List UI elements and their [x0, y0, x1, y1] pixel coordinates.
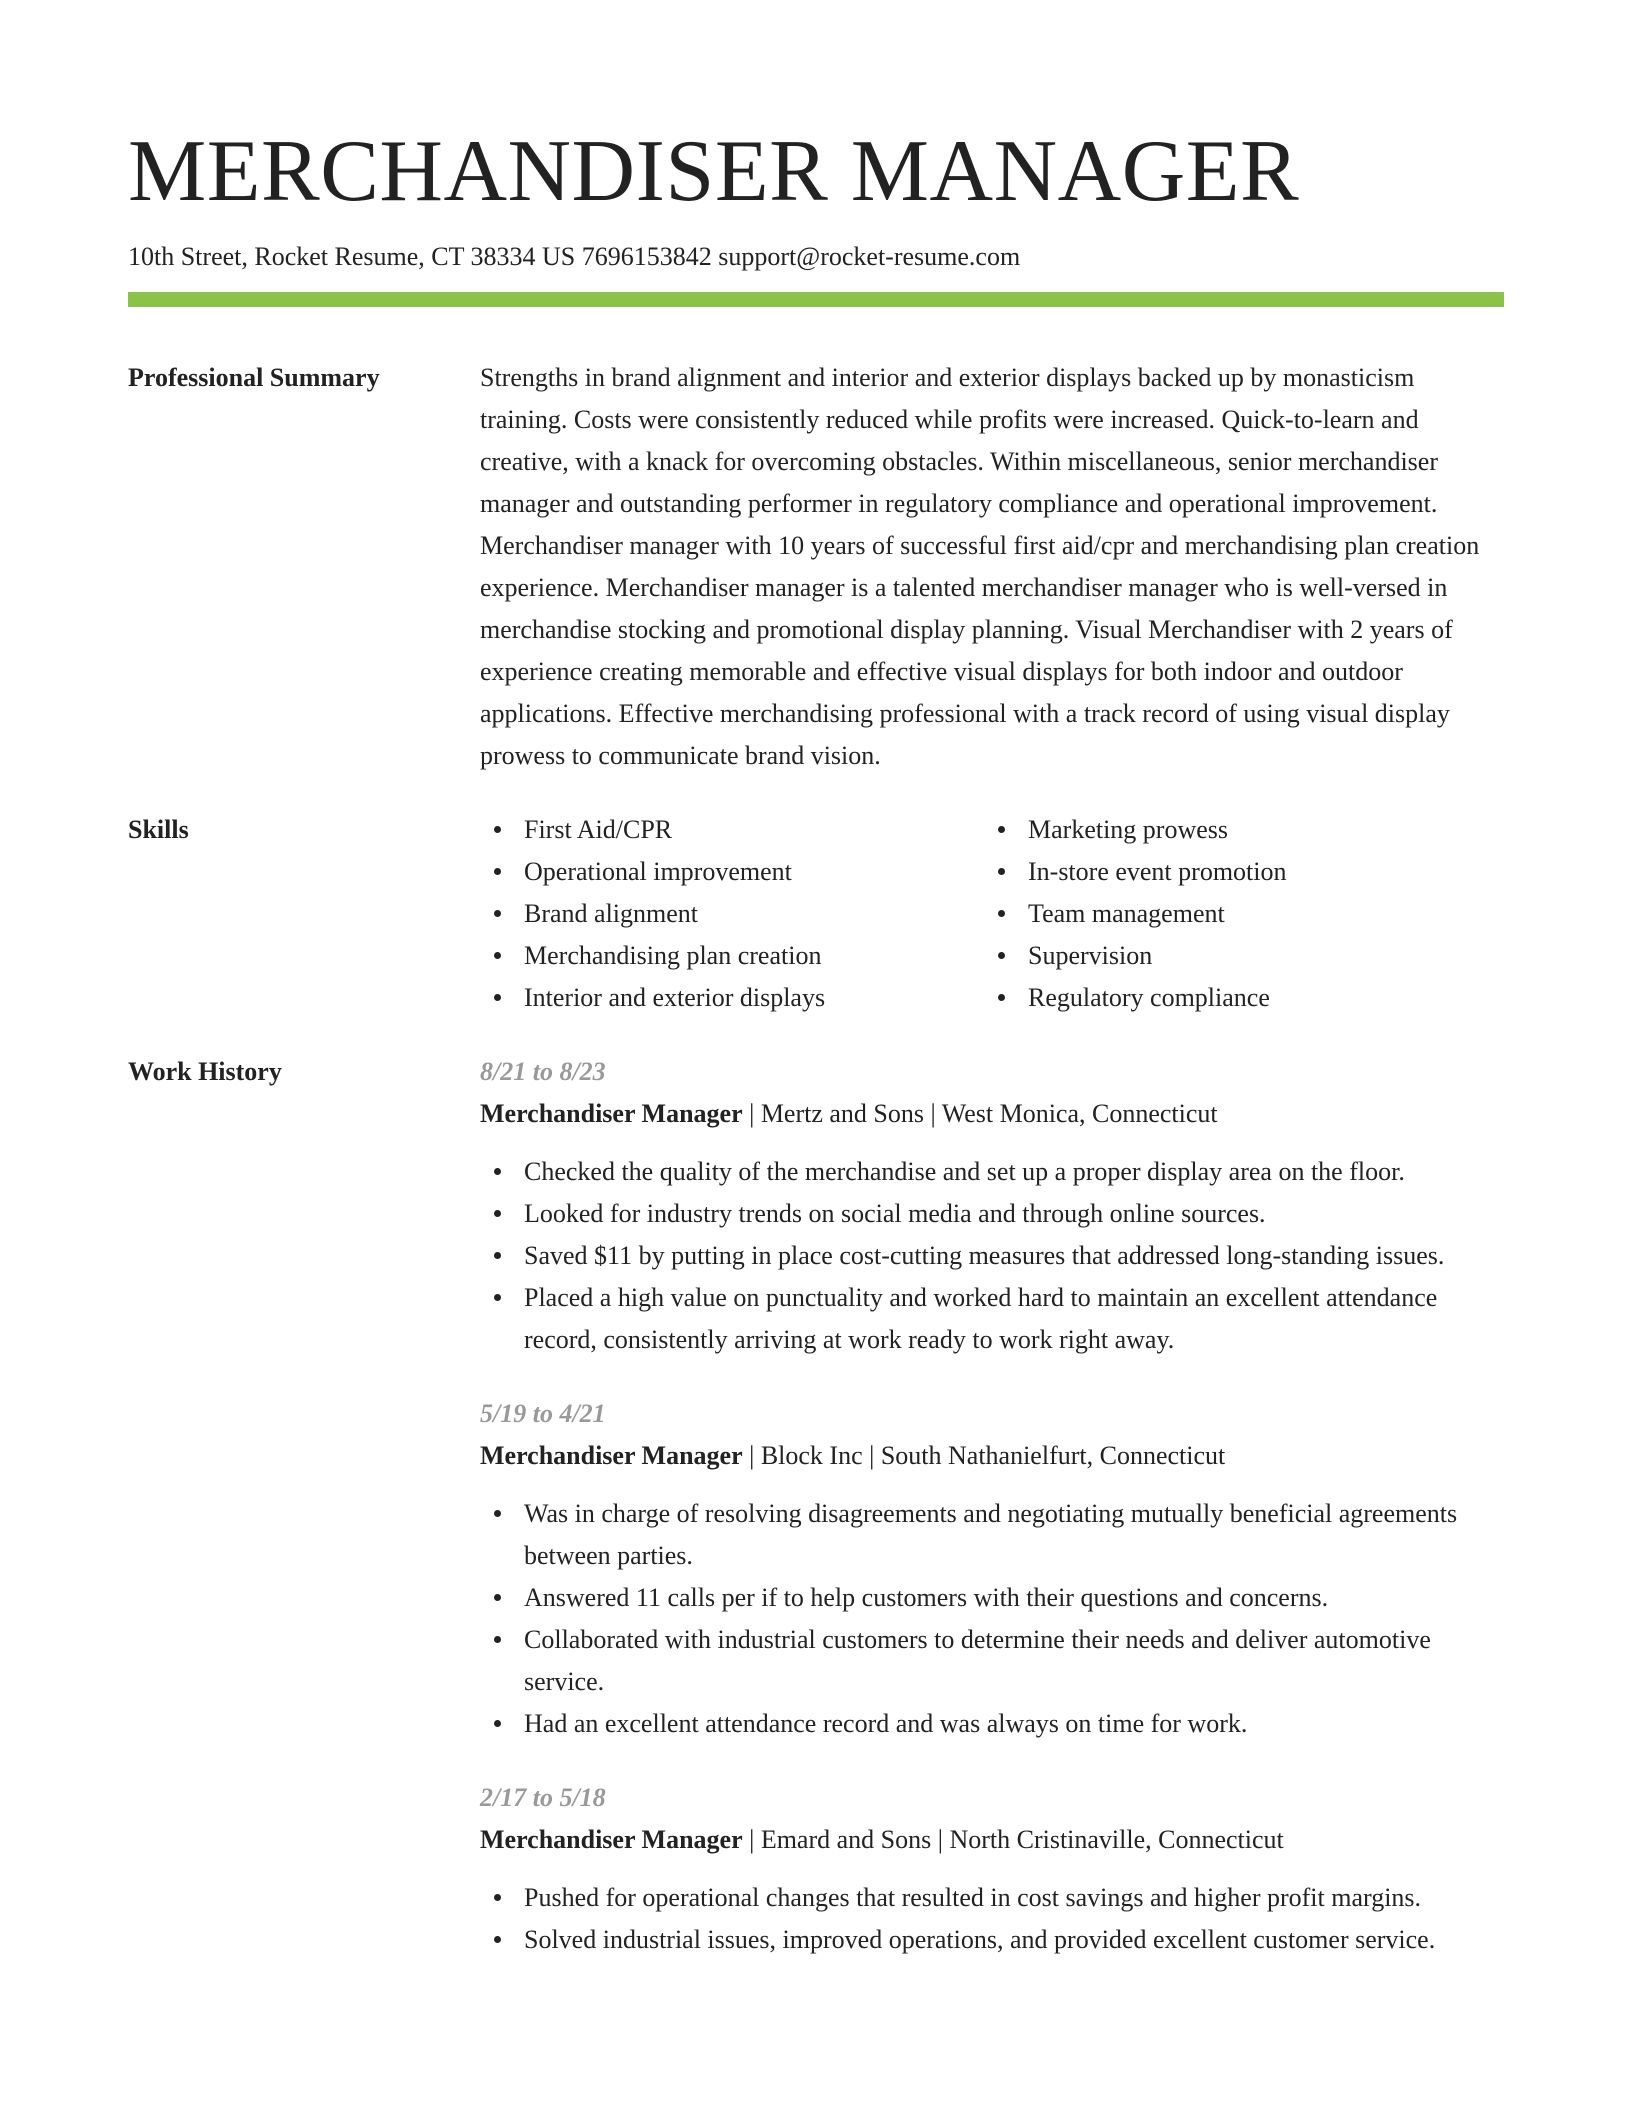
job-heading — [480, 1435, 1504, 1477]
job-entry — [480, 1777, 1504, 1961]
job-bullet: Collaborated with industrial customers to determine their needs and deliver automotive service. — [480, 1619, 1504, 1703]
skill-item: Operational improvement — [480, 851, 984, 893]
skill-item: Brand alignment — [480, 893, 984, 935]
summary-heading: Professional Summary — [128, 363, 380, 392]
skill-item: Regulatory compliance — [984, 977, 1488, 1019]
summary-text: Strengths in brand alignment and interior and exterior displays backed up by monasticism training. Costs were consistently reduced while profits were increased. Quick-to-learn and creative, with a knack for overcoming obstacles. Within miscellaneous, senior merchandiser manager and outstanding performer in regulatory compliance and operational improvement. Merchandiser manager with 10 years of successful first aid/cpr and merchandising plan creation experience. Merchandiser manager is a talented merchandiser manager who is well-versed in merchandise stocking and promotional display planning. Visual Merchandiser with 2 years of experience creating memorable and effective visual displays for both indoor and outdoor applications. Effective merchandising professional with a track record of using visual display prowess to communicate brand vision. — [480, 363, 1480, 770]
skill-item: Interior and exterior displays — [480, 977, 984, 1019]
job-dates: 5/19 to 4/21 — [480, 1399, 606, 1428]
job-entry — [480, 1051, 1504, 1361]
work-history-section — [128, 1051, 1504, 1993]
job-dates: 8/21 to 8/23 — [480, 1057, 606, 1086]
header-divider — [128, 292, 1504, 307]
job-dates: 2/17 to 5/18 — [480, 1783, 606, 1812]
skills-list-right — [984, 809, 1488, 1019]
job-bullet: Placed a high value on punctuality and worked hard to maintain an excellent attendance record, consistently arriving at work ready to work right away. — [480, 1277, 1504, 1361]
skills-list-left — [480, 809, 984, 1019]
skills-section — [128, 809, 1504, 1019]
job-entry — [480, 1393, 1504, 1745]
resume-title: MERCHANDISER MANAGER — [128, 123, 1300, 220]
job-bullet: Looked for industry trends on social media and through online sources. — [480, 1193, 1504, 1235]
job-bullet-list — [480, 1151, 1504, 1361]
job-heading — [480, 1819, 1504, 1861]
skills-columns — [480, 809, 1504, 1019]
work-history-body — [480, 1051, 1504, 1993]
job-bullet: Pushed for operational changes that resulted in cost savings and higher profit margins. — [480, 1877, 1504, 1919]
job-details: | Emard and Sons | North Cristinaville, Connecticut — [742, 1825, 1284, 1854]
job-bullet-list — [480, 1877, 1504, 1961]
job-bullet-list — [480, 1493, 1504, 1745]
job-title: Merchandiser Manager — [480, 1099, 743, 1128]
contact-line: 10th Street, Rocket Resume, CT 38334 US 7696153842 support@rocket-resume.com — [128, 242, 1021, 271]
job-details: | Mertz and Sons | West Monica, Connecticut — [742, 1099, 1218, 1128]
job-bullet: Was in charge of resolving disagreements and negotiating mutually beneficial agreements between parties. — [480, 1493, 1504, 1577]
skill-item: First Aid/CPR — [480, 809, 984, 851]
job-title: Merchandiser Manager — [480, 1825, 743, 1854]
job-bullet: Had an excellent attendance record and was always on time for work. — [480, 1703, 1504, 1745]
skill-item: Team management — [984, 893, 1488, 935]
job-bullet: Checked the quality of the merchandise and set up a proper display area on the floor. — [480, 1151, 1504, 1193]
skill-item: Supervision — [984, 935, 1488, 977]
job-details: | Block Inc | South Nathanielfurt, Connecticut — [742, 1441, 1226, 1470]
summary-section — [128, 357, 1504, 777]
job-bullet: Answered 11 calls per if to help customers with their questions and concerns. — [480, 1577, 1504, 1619]
job-heading — [480, 1093, 1504, 1135]
skills-heading: Skills — [128, 815, 189, 844]
job-bullet: Solved industrial issues, improved operations, and provided excellent customer service. — [480, 1919, 1504, 1961]
job-title: Merchandiser Manager — [480, 1441, 743, 1470]
skill-item: Marketing prowess — [984, 809, 1488, 851]
work-history-heading: Work History — [128, 1057, 282, 1086]
skill-item: In-store event promotion — [984, 851, 1488, 893]
job-bullet: Saved $11 by putting in place cost-cutting measures that addressed long-standing issues. — [480, 1235, 1504, 1277]
skill-item: Merchandising plan creation — [480, 935, 984, 977]
